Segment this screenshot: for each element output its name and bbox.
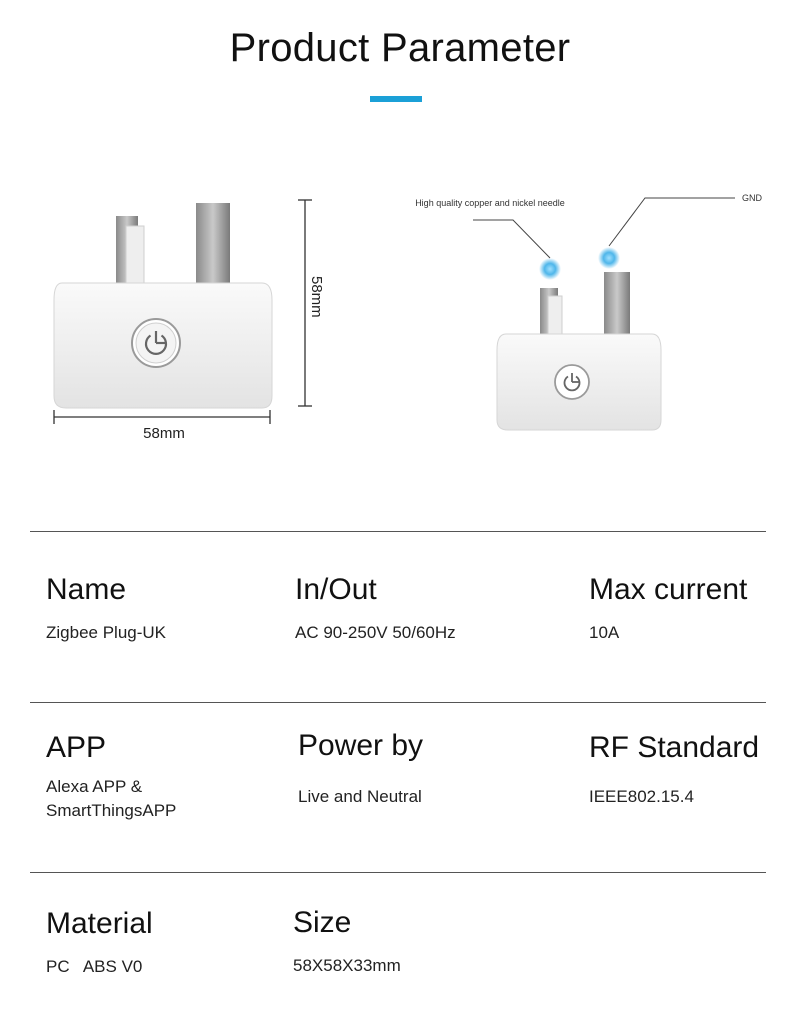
- pin-highlight-dot: [539, 258, 561, 280]
- spec-value: 58X58X33mm: [293, 956, 401, 975]
- page-title: Product Parameter: [229, 26, 571, 70]
- spec-label: APP: [46, 731, 107, 764]
- spec-value: IEEE802.15.4: [589, 787, 694, 806]
- spec-app: [46, 731, 176, 823]
- spec-in-out: [295, 573, 456, 645]
- pin-highlight-dot: [598, 247, 620, 269]
- plug-pin-ground: [604, 272, 630, 336]
- callout-label-gnd: GND: [742, 193, 762, 203]
- spec-value: Live and Neutral: [298, 787, 422, 806]
- section-divider: [30, 531, 766, 532]
- spec-label: In/Out: [295, 573, 377, 606]
- callout-line: [609, 198, 735, 246]
- plug-pin-left: [116, 216, 144, 288]
- plug-front-view: [54, 203, 272, 408]
- width-dimension-label: 58mm: [143, 425, 185, 442]
- spec-power-by: [298, 729, 423, 809]
- spec-rf-standard: [589, 731, 759, 809]
- spec-label: Size: [293, 906, 352, 939]
- spec-value: Alexa APP & SmartThingsAPP: [46, 777, 177, 820]
- title-accent-bar: [370, 96, 422, 102]
- spec-material: [46, 907, 153, 979]
- spec-value: 10A: [589, 623, 620, 642]
- power-icon: [555, 365, 589, 399]
- spec-label: RF Standard: [589, 731, 760, 764]
- callout-label-needle: High quality copper and nickel needle: [415, 198, 565, 208]
- width-dimension-line: [54, 410, 270, 424]
- spec-name: [46, 573, 166, 645]
- product-illustration: [0, 180, 800, 460]
- spec-label: Material: [46, 907, 153, 940]
- spec-label: Power by: [298, 729, 424, 762]
- spec-label: Name: [46, 573, 127, 606]
- spec-max-current: [589, 573, 747, 645]
- product-figure: [0, 180, 800, 460]
- spec-size: [293, 906, 401, 978]
- plug-angle-view: [473, 198, 735, 430]
- spec-label: Max current: [589, 573, 748, 606]
- power-icon: [132, 319, 180, 367]
- section-divider: [30, 872, 766, 873]
- callout-line: [473, 220, 550, 258]
- spec-value: AC 90-250V 50/60Hz: [295, 623, 456, 642]
- section-divider: [30, 702, 766, 703]
- spec-value: Zigbee Plug-UK: [46, 623, 167, 642]
- plug-pin-ground: [196, 203, 230, 285]
- spec-value: PC ABS V0: [46, 957, 143, 976]
- height-dimension-label: 58mm: [308, 276, 325, 318]
